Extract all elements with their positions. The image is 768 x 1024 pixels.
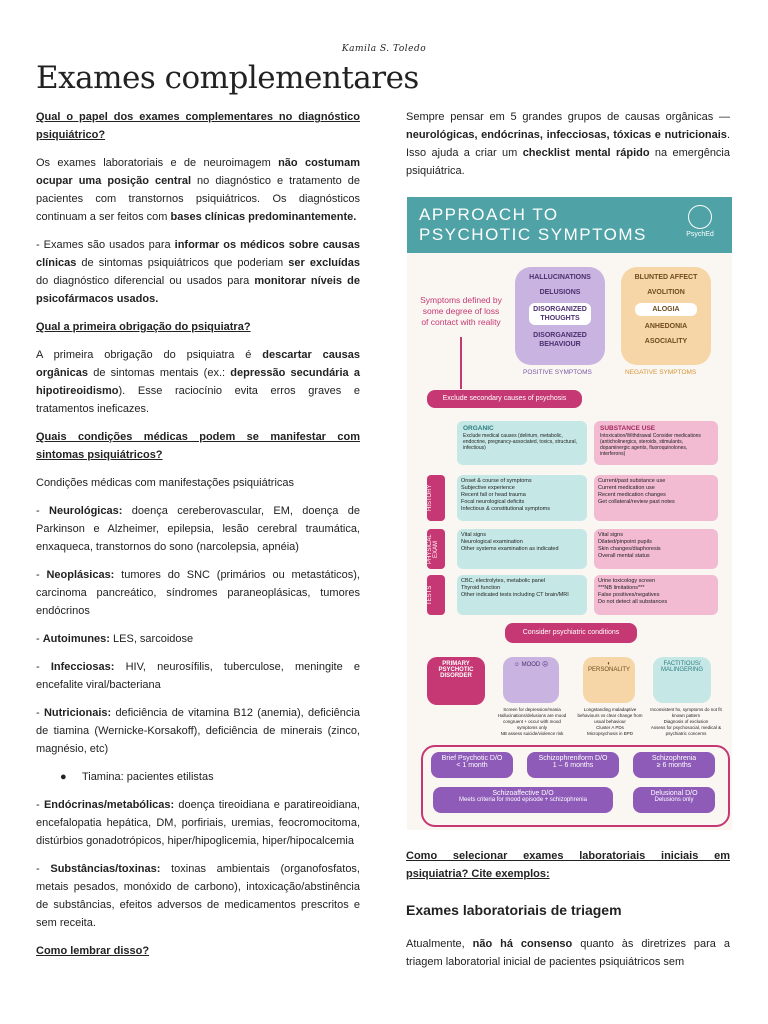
section-heading: Exames laboratoriais de triagem <box>406 902 622 918</box>
positive-symptoms-label: POSITIVE SYMPTOMS <box>523 369 592 376</box>
bullet-tiamina: ● Tiamina: pacientes etilistas <box>60 771 214 783</box>
right-column-lower <box>406 847 730 981</box>
author-name: Kamila S. Toledo <box>341 44 427 54</box>
negative-symptoms-label: NEGATIVE SYMPTOMS <box>625 369 697 376</box>
schizophrenia: Schizophrenia ≥ 6 months <box>633 752 715 778</box>
tests-organic: CBC, electrolytes, metabolic panel Thyroid function Other indicated tests including CT brain/MRI <box>457 575 587 615</box>
consider-psychiatric-conditions: Consider psychiatric conditions <box>505 623 637 643</box>
tests-substance: Urine toxicology screen ***NB limitations*** False positives/negatives Do not detect all substances <box>594 575 718 615</box>
paragraph-3: A primeira obrigação do psiquiatra é descartar causas orgânicas de sintomas mentais (ex.: depressão secundária a hipotireoidismo). Esse raciocínio evita erros graves e tratamentos ineficazes. <box>36 349 360 415</box>
down-arrow <box>460 337 462 389</box>
item-neurologicas: - Neurológicas: doença cereberovascular, EM, doença de Parkinson e Alzheimer, epilepsia, lesão cerebral traumática, enxaqueca, transtornos do sono (narcolepsia, apnéia) <box>36 505 360 553</box>
mask-icon: ◐ <box>607 661 611 667</box>
physical-exam-label: PHYSICAL EXAM <box>427 529 445 569</box>
paragraph-4: Condições médicas com manifestações psiquiátricas <box>36 477 295 489</box>
question-4: Como lembrar disso? <box>36 945 150 957</box>
right-column <box>406 108 730 190</box>
sad-face-icon: ☹ <box>541 662 549 668</box>
organic-box: ORGANIC Exclude medical causes (delirium, metabolic, endocrine, pregnancy-associated, toxics, structural, infectious) <box>457 421 587 465</box>
item-infecciosas: - Infecciosas: HIV, neurosífilis, tuberculose, meningite e encefalite viral/bacteriana <box>36 661 360 691</box>
question-2: Qual a primeira obrigação do psiquiatra? <box>36 321 251 333</box>
mood-circle: ☺ MOOD ☹ <box>503 657 559 703</box>
item-autoimunes: - Autoimunes: LES, sarcoidose <box>36 633 194 645</box>
factitious-description: Inconsistent hx, symptoms do not fit known pattern Diagnosis of exclusion Assess for psychosocial, medical & psychiatric concerns <box>650 707 722 736</box>
question-3: Quais condições médicas podem se manifestar com sintomas psiquiátricos? <box>36 431 360 461</box>
positive-symptoms-blob: HALLUCINATIONS DELUSIONS DISORGANIZED THOUGHTS DISORGANIZED BEHAVIOUR <box>515 267 605 365</box>
delusional-disorder: Delusional D/O Delusions only <box>633 787 715 813</box>
schizoaffective-disorder: Schizoaffective D/O Meets criteria for mood episode + schizophrenia <box>433 787 613 813</box>
personality-description: Longstanding maladaptive behaviours vs clear change from usual behaviour Cluster A PDs Micropsychosis in BPD <box>577 707 643 736</box>
infographic-header <box>407 197 732 253</box>
personality-circle: ◐ PERSONALITY <box>583 657 635 703</box>
primary-psychotic-disorder: PRIMARY PSYCHOTIC DISORDER <box>427 657 485 705</box>
exam-organic: Vital signs Neurological examination Other systems examination as indicated <box>457 529 587 569</box>
paragraph-2: - Exames são usados para informar os médicos sobre causas clínicas de sintomas psiquiátricos que poderiam ser excluídas do diagnóstico diferencial ou usados para monitorar níveis de psicofármacos usados. <box>36 239 360 305</box>
symptoms-definition: Symptoms defined by some degree of loss of contact with reality <box>420 295 502 327</box>
brain-icon <box>688 205 712 229</box>
history-substance: Current/past substance use Current medication use Recent medication changes Get collateral/review past notes <box>594 475 718 521</box>
schizophreniform-disorder: Schizophreniform D/O 1 – 6 months <box>527 752 619 778</box>
mood-description: Screen for depression/mania Hallucinations/delusions are mood congruent + occur with mood symptoms only NB assess suicide/violence risk <box>497 707 567 736</box>
item-nutricionais: - Nutricionais: deficiência de vitamina B12 (anemia), deficiência de tiamina (Wernicke-Korsakoff), deficiência de minerais (zinco, magnésio, etc) <box>36 707 360 755</box>
psychotic-symptoms-infographic <box>407 197 732 830</box>
page-title: Exames complementares <box>36 60 419 96</box>
factitious-circle: FACTITIOUS/ MALINGERING <box>653 657 711 703</box>
exclude-secondary-causes: Exclude secondary causes of psychosis <box>427 390 582 408</box>
paragraph-right-2: Atualmente, não há consenso quanto às diretrizes para a triagem laboratorial inicial de pacientes psiquiátricos sem <box>406 938 730 968</box>
negative-symptoms-blob: BLUNTED AFFECT AVOLITION ALOGIA ANHEDONIA ASOCIALITY <box>621 267 711 365</box>
infographic-title: APPROACH TO PSYCHOTIC SYMPTOMS <box>419 205 647 244</box>
exam-substance: Vital signs Dilated/pinpoint pupils Skin changes/diaphoresis Overall mental status <box>594 529 718 569</box>
question-1: Qual o papel dos exames complementares no diagnóstico psiquiátrico? <box>36 111 360 141</box>
item-neoplasicas: - Neoplásicas: tumores do SNC (primários ou metastáticos), carcinoma pancreático, síndromes paraneoplásicas, tumores endócrinos <box>36 569 360 617</box>
item-substancias: - Substâncias/toxinas: toxinas ambientais (organofosfatos, metais pesados, monóxido de carbono), intoxicação/abstinência de substâncias, efeitos adversos de medicamentos prescritos e sem receita. <box>36 863 360 929</box>
paragraph-1: Os exames laboratoriais e de neuroimagem não costumam ocupar uma posição central no diagnóstico e tratamento de pacientes com transtornos psiquiátricos. Os diagnósticos continuam a ser feitos com bases clínicas predominantemente. <box>36 157 360 223</box>
tests-label: TESTS <box>427 575 445 615</box>
psyched-logo: PsychEd <box>678 205 722 238</box>
history-label: HISTORY <box>427 475 445 521</box>
item-endocrinas: - Endócrinas/metabólicas: doença tireoidiana e paratireoidiana, encefalopatia hepática, DM, porfiriais, uremias, feocromocitoma, distúrbios gonadotrópicos, hiper/hipoglicemia, hiper/hipocalcemia <box>36 799 360 847</box>
history-organic: Onset & course of symptoms Subjective experience Recent fall or head trauma Focal neurological deficits Infectious & constitutional symptoms <box>457 475 587 521</box>
paragraph-right-1: Sempre pensar em 5 grandes grupos de causas orgânicas — neurológicas, endócrinas, infecciosas, tóxicas e nutricionais. Isso ajuda a criar um checklist mental rápido na emergência psiquiátrica. <box>406 111 730 177</box>
left-column <box>36 108 360 970</box>
substance-use-box: SUBSTANCE USE Intoxication/Withdrawal Consider medications (anticholinergics, steroids, stimulants, dopaminergic agents, fluoroquinolones, interferons) <box>594 421 718 465</box>
smiley-icon: ☺ <box>513 662 520 668</box>
brief-psychotic-disorder: Brief Psychotic D/O < 1 month <box>431 752 513 778</box>
question-5: Como selecionar exames laboratoriais iniciais em psiquiatria? Cite exemplos: <box>406 850 730 880</box>
